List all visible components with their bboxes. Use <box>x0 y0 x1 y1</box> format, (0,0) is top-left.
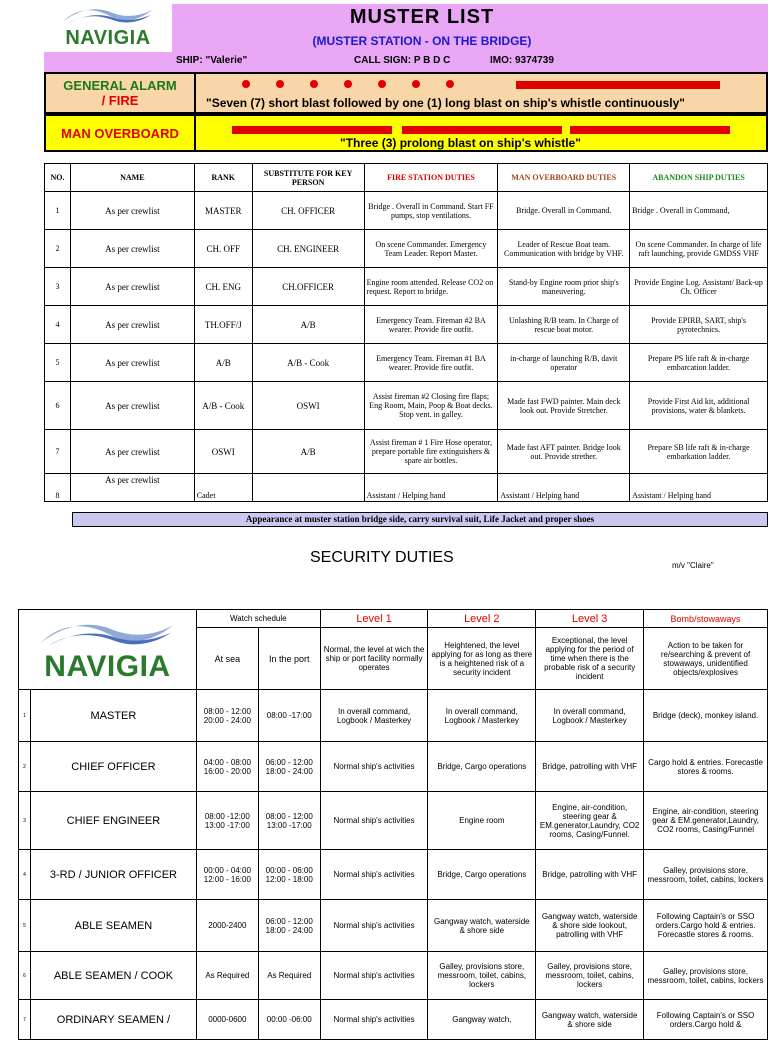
row-role: CHIEF OFFICER <box>30 742 196 792</box>
row-abandon-duty: Assistant / Helping hand <box>630 474 768 502</box>
row-abandon-duty: Prepare SB life raft & in-charge embarkation ladder. <box>630 430 768 474</box>
row-substitute: A/B <box>252 306 364 344</box>
row-rank: A/B - Cook <box>194 382 252 430</box>
row-mob-duty: in-charge of launching R/B, davit operator <box>498 344 630 382</box>
row-role: MASTER <box>30 690 196 742</box>
row-no: 3 <box>45 268 71 306</box>
row-at-sea: 04:00 - 08:00 16:00 - 20:00 <box>196 742 258 792</box>
row-name: As per crewlist <box>70 268 194 306</box>
row-bomb: Galley, provisions store, messroom, toilet, cabins, lockers <box>644 952 768 1000</box>
row-fire-duty: Engine room attended. Release CO2 on request. Report to bridge. <box>364 268 498 306</box>
row-level-3: Bridge, patrolling with VHF <box>536 850 644 900</box>
table-row <box>45 344 768 382</box>
bomb-desc: Action to be taken for re/searching & prevent of stowaways, unidentified objects/explosives <box>644 628 768 690</box>
row-in-port: 00:00 - 06:00 12:00 - 18:00 <box>258 850 320 900</box>
man-overboard-label: MAN OVERBOARD <box>46 116 196 150</box>
row-fire-duty: Bridge . Overall in Command. Start FF pumps, stop ventilations. <box>364 192 498 230</box>
col-substitute: SUBSTITUTE FOR KEY PERSON <box>252 164 364 192</box>
level-1-desc: Normal, the level at wich the ship or port facility normally operates <box>320 628 428 690</box>
row-at-sea: 0000-0600 <box>196 1000 258 1040</box>
row-substitute <box>252 474 364 502</box>
row-mob-duty: Stand-by Engine room prior ship's maneuvering. <box>498 268 630 306</box>
table-row <box>45 382 768 430</box>
call-sign: CALL SIGN: P B D C <box>354 55 451 66</box>
logo-text: NAVIGIA <box>65 27 151 49</box>
row-level-1: Normal ship's activities <box>320 792 428 850</box>
table-row <box>19 792 768 850</box>
row-in-port: 06:00 - 12:00 18:00 - 24:00 <box>258 900 320 952</box>
row-name: As per crewlist <box>70 382 194 430</box>
row-substitute: A/B - Cook <box>252 344 364 382</box>
row-name: As per crewlist <box>70 344 194 382</box>
row-no: 8 <box>45 474 71 502</box>
row-rank: A/B <box>194 344 252 382</box>
row-bomb: Galley, provisions store, messroom, toilet, cabins, lockers <box>644 850 768 900</box>
man-overboard-text: "Three (3) prolong blast on ship's whistle" <box>340 136 581 150</box>
row-no: 7 <box>45 430 71 474</box>
man-overboard-row <box>44 114 768 152</box>
row-at-sea: 2000-2400 <box>196 900 258 952</box>
row-abandon-duty: Provide EPIRB, SART, ship's pyrotechnics. <box>630 306 768 344</box>
watch-schedule-header: Watch schedule <box>196 610 320 628</box>
prolong-blast-icon <box>570 126 730 134</box>
table-row <box>45 306 768 344</box>
muster-table <box>44 163 768 502</box>
security-title: SECURITY DUTIES <box>310 549 454 566</box>
row-role: CHIEF ENGINEER <box>30 792 196 850</box>
row-fire-duty: Emergency Team. Fireman #2 BA wearer. Provide fire outfit. <box>364 306 498 344</box>
table-row <box>19 1000 768 1040</box>
general-alarm-label-line2: / FIRE <box>101 93 139 108</box>
row-substitute: CH. OFFICER <box>252 192 364 230</box>
row-name: As per crewlist <box>70 430 194 474</box>
short-blast-icon <box>276 80 284 88</box>
appearance-note: Appearance at muster station bridge side, carry survival suit, Life Jacket and proper shoes <box>72 512 768 527</box>
row-bomb: Bridge (deck), monkey island. <box>644 690 768 742</box>
short-blast-icon <box>242 80 250 88</box>
ship-name: SHIP: "Valerie" <box>176 55 248 66</box>
row-level-2: Gangway watch, waterside & shore side <box>428 900 536 952</box>
row-substitute: CH. ENGINEER <box>252 230 364 268</box>
row-abandon-duty: Bridge . Overall in Command, <box>630 192 768 230</box>
row-no: 2 <box>45 230 71 268</box>
table-row <box>19 690 768 742</box>
row-in-port: 00:00 -06:00 <box>258 1000 320 1040</box>
row-level-2: Gangway watch, <box>428 1000 536 1040</box>
row-mob-duty: Bridge. Overall in Command. <box>498 192 630 230</box>
level-3-desc: Exceptional, the level applying for the period of time when there is the probable risk of a security incident <box>536 628 644 690</box>
table-row <box>19 850 768 900</box>
row-abandon-duty: Prepare PS life raft & in-charge embarcation ladder. <box>630 344 768 382</box>
level-1-header: Level 1 <box>320 610 428 628</box>
row-name: As per crewlist <box>70 474 194 502</box>
row-no: 6 <box>19 952 31 1000</box>
short-blast-icon <box>378 80 386 88</box>
bomb-stowaways-header: Bomb/stowaways <box>644 610 768 628</box>
in-port-header: In the port <box>258 628 320 690</box>
row-role: ABLE SEAMEN / COOK <box>30 952 196 1000</box>
col-rank: RANK <box>194 164 252 192</box>
short-blast-icon <box>344 80 352 88</box>
general-alarm-label-line1: GENERAL ALARM <box>63 78 177 93</box>
ship-info-band <box>44 52 768 72</box>
row-rank: CH. ENG <box>194 268 252 306</box>
row-at-sea: 08:00 -12:00 13:00 -17:00 <box>196 792 258 850</box>
row-rank: Cadet <box>194 474 252 502</box>
row-at-sea: As Required <box>196 952 258 1000</box>
row-level-2: Engine room <box>428 792 536 850</box>
row-level-3: Engine, air-condition, steering gear & EM.generator,Laundry, CO2 rooms, Casing/Funnel. <box>536 792 644 850</box>
logo-text: NAVIGIA <box>44 649 171 683</box>
row-at-sea: 08:00 - 12:00 20:00 - 24:00 <box>196 690 258 742</box>
row-level-2: Bridge, Cargo operations <box>428 850 536 900</box>
row-no: 4 <box>19 850 31 900</box>
row-substitute: A/B <box>252 430 364 474</box>
table-row <box>45 268 768 306</box>
row-bomb: Cargo hold & entries. Forecastle stores & rooms. <box>644 742 768 792</box>
row-in-port: 08:00 -17:00 <box>258 690 320 742</box>
general-alarm-row <box>44 72 768 114</box>
row-no: 5 <box>19 900 31 952</box>
row-rank: OSWI <box>194 430 252 474</box>
row-fire-duty: Assistant / Helping hand <box>364 474 498 502</box>
general-alarm-label <box>46 74 196 112</box>
row-abandon-duty: On scene Commander. In charge of life raft launching, provide GMDSS VHF <box>630 230 768 268</box>
row-bomb: Engine, air-condition, steering gear & EM.generator,Laundry, CO2 rooms, Casing/Funnel <box>644 792 768 850</box>
wave-logo-icon <box>32 617 182 651</box>
row-name: As per crewlist <box>70 230 194 268</box>
table-row <box>45 430 768 474</box>
row-mob-duty: Made fast FWD painter. Main deck look out. Provide Stretcher. <box>498 382 630 430</box>
row-level-1: In overall command, Logbook / Masterkey <box>320 690 428 742</box>
row-mob-duty: Leader of Rescue Boat team. Communication with bridge by VHF. <box>498 230 630 268</box>
col-name: NAME <box>70 164 194 192</box>
row-substitute: CH.OFFICER <box>252 268 364 306</box>
row-level-3: Gangway watch, waterside & shore side lookout, patrolling with VHF <box>536 900 644 952</box>
security-logo-cell <box>19 610 197 690</box>
vessel-name: m/v "Claire" <box>672 561 714 570</box>
col-abandon-duties: ABANDON SHIP DUTIES <box>630 164 768 192</box>
row-level-2: In overall command, Logbook / Masterkey <box>428 690 536 742</box>
row-substitute: OSWI <box>252 382 364 430</box>
row-level-1: Normal ship's activities <box>320 900 428 952</box>
wave-logo-icon <box>53 4 163 27</box>
row-bomb: Following Captain's or SSO orders.Cargo hold & entries. Forecastle stores & rooms. <box>644 900 768 952</box>
row-level-2: Bridge, Cargo operations <box>428 742 536 792</box>
row-level-2: Galley, provisions store, messroom, toilet, cabins, lockers <box>428 952 536 1000</box>
row-in-port: 08:00 - 12:00 13:00 -17:00 <box>258 792 320 850</box>
row-fire-duty: On scene Commander. Emergency Team Leader. Report Master. <box>364 230 498 268</box>
muster-header-row <box>45 164 768 192</box>
row-level-3: In overall command, Logbook / Masterkey <box>536 690 644 742</box>
row-no: 3 <box>19 792 31 850</box>
page-title: MUSTER LIST <box>349 6 495 28</box>
row-name: As per crewlist <box>70 306 194 344</box>
level-2-desc: Heightened, the level applying for as long as there is a heightened risk of a security incident <box>428 628 536 690</box>
table-row <box>19 952 768 1000</box>
row-name: As per crewlist <box>70 192 194 230</box>
prolong-blast-icon <box>232 126 392 134</box>
row-at-sea: 00:00 - 04:00 12:00 - 16:00 <box>196 850 258 900</box>
row-level-1: Normal ship's activities <box>320 850 428 900</box>
row-level-1: Normal ship's activities <box>320 952 428 1000</box>
navigia-logo <box>48 4 168 50</box>
row-role: 3-RD / JUNIOR OFFICER <box>30 850 196 900</box>
row-role: ORDINARY SEAMEN / <box>30 1000 196 1040</box>
row-rank: MASTER <box>194 192 252 230</box>
level-2-header: Level 2 <box>428 610 536 628</box>
security-table <box>18 609 768 1040</box>
security-header-row-1 <box>19 610 768 628</box>
row-in-port: 06:00 - 12:00 18:00 - 24:00 <box>258 742 320 792</box>
row-in-port: As Required <box>258 952 320 1000</box>
short-blast-icon <box>446 80 454 88</box>
row-role: ABLE SEAMEN <box>30 900 196 952</box>
row-mob-duty: Unlashing R/B team. In Charge of rescue boat motor. <box>498 306 630 344</box>
row-level-1: Normal ship's activities <box>320 1000 428 1040</box>
long-blast-icon <box>516 81 720 89</box>
level-3-header: Level 3 <box>536 610 644 628</box>
row-mob-duty: Assistant / Helping hand <box>498 474 630 502</box>
short-blast-icon <box>310 80 318 88</box>
row-rank: TH.OFF/J <box>194 306 252 344</box>
col-no: NO. <box>45 164 71 192</box>
row-no: 4 <box>45 306 71 344</box>
short-blast-icon <box>412 80 420 88</box>
row-no: 2 <box>19 742 31 792</box>
row-level-3: Bridge, patrolling with VHF <box>536 742 644 792</box>
row-level-3: Gangway watch, waterside & shore side <box>536 1000 644 1040</box>
row-fire-duty: Emergency Team. Fireman #1 BA wearer. Provide fire outfit. <box>364 344 498 382</box>
prolong-blast-icon <box>402 126 562 134</box>
page-subtitle: (MUSTER STATION - ON THE BRIDGE) <box>312 34 532 48</box>
row-no: 6 <box>45 382 71 430</box>
row-fire-duty: Assist fireman #2 Closing fire flaps; Eng Room, Main, Poop & Boat decks. Stop vent. in galley. <box>364 382 498 430</box>
navigia-logo-2 <box>19 617 196 683</box>
imo-number: IMO: 9374739 <box>490 55 554 66</box>
table-row <box>19 900 768 952</box>
general-alarm-text: "Seven (7) short blast followed by one (1) long blast on ship's whistle continuously" <box>206 96 685 110</box>
col-mob-duties: MAN OVERBOARD DUTIES <box>498 164 630 192</box>
row-fire-duty: Assist fireman # 1 Fire Hose operator, prepare portable fire extinguishers & spare air bottles. <box>364 430 498 474</box>
row-abandon-duty: Provide First Aid kit, additional provisions, water & blankets. <box>630 382 768 430</box>
table-row <box>19 742 768 792</box>
row-no: 1 <box>45 192 71 230</box>
row-no: 7 <box>19 1000 31 1040</box>
row-mob-duty: Made fast AFT painter. Bridge look out. Provide strether. <box>498 430 630 474</box>
row-rank: CH. OFF <box>194 230 252 268</box>
row-level-1: Normal ship's activities <box>320 742 428 792</box>
row-no: 1 <box>19 690 31 742</box>
table-row <box>45 474 768 502</box>
at-sea-header: At sea <box>196 628 258 690</box>
row-bomb: Following Captain's or SSO orders.Cargo hold & <box>644 1000 768 1040</box>
table-row <box>45 192 768 230</box>
table-row <box>45 230 768 268</box>
row-abandon-duty: Provide Engine Log. Assistant/ Back-up Ch. Officer <box>630 268 768 306</box>
row-level-3: Galley, provisions store, messroom, toilet, cabins, lockers <box>536 952 644 1000</box>
col-fire-duties: FIRE STATION DUTIES <box>364 164 498 192</box>
row-no: 5 <box>45 344 71 382</box>
